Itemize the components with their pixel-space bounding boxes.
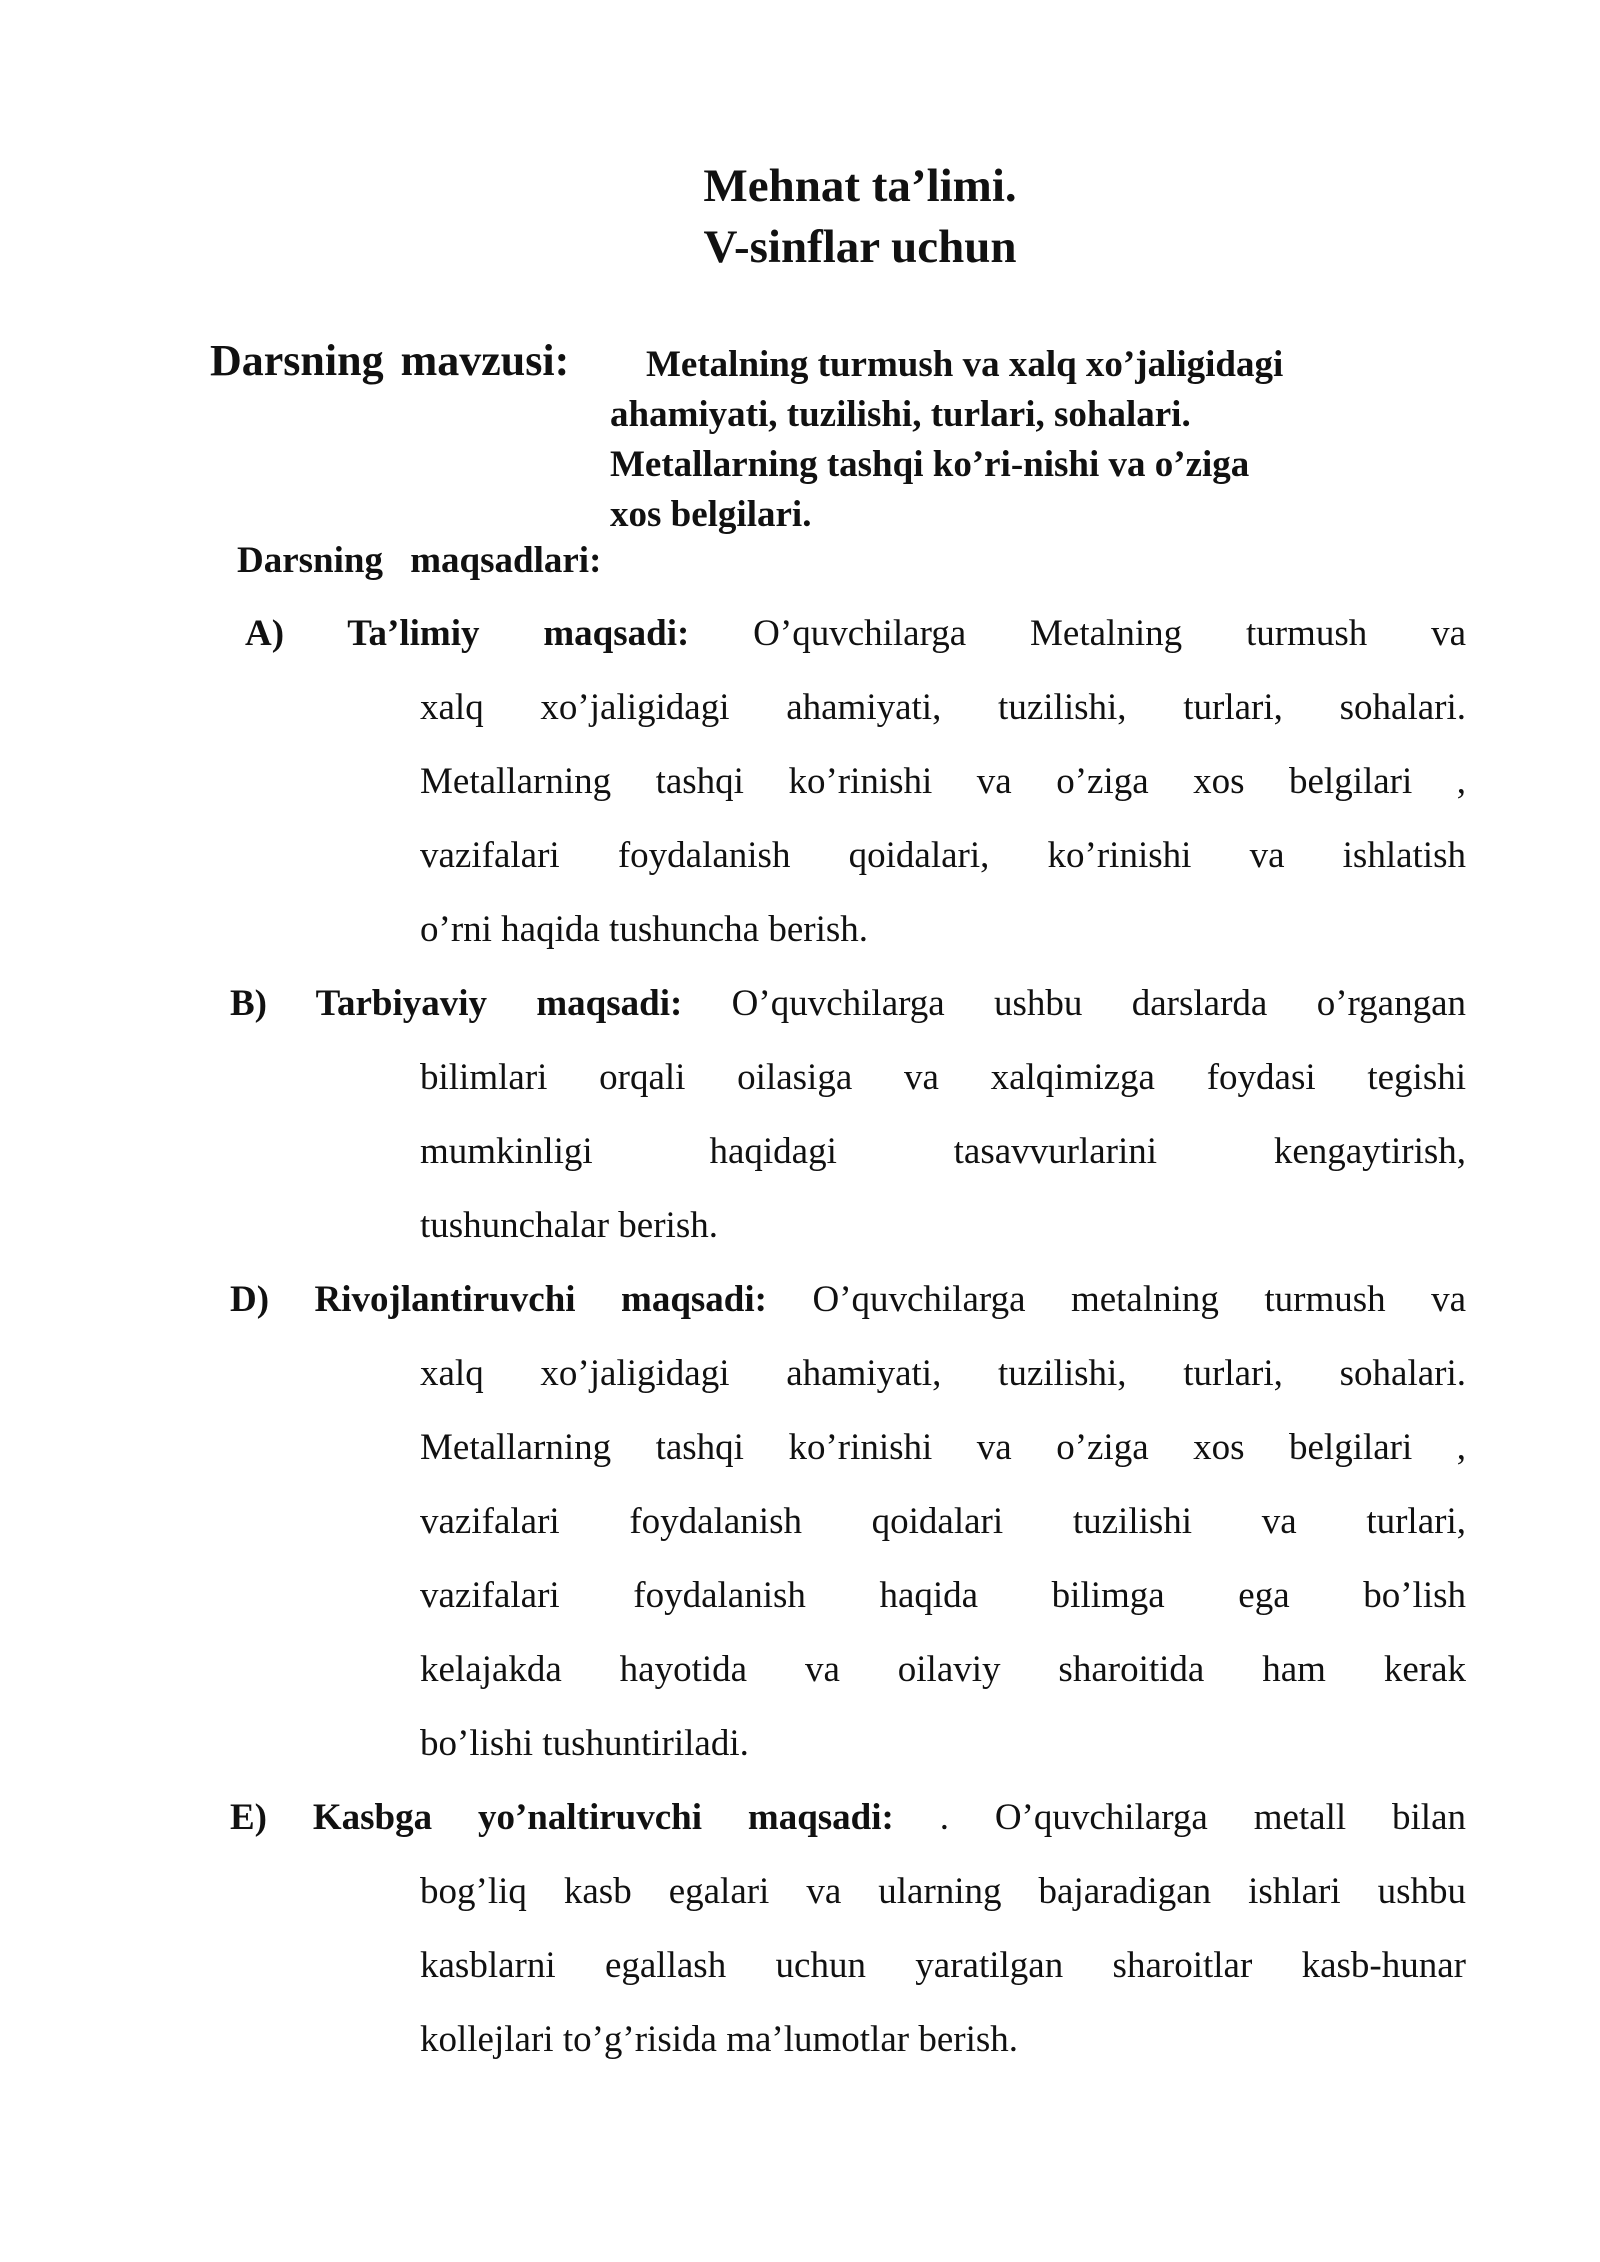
goal-a-label: A) Ta’limiy maqsadi: — [245, 613, 690, 654]
topic-line: Metalning turmush va xalq xo’jaligidagi — [646, 344, 1284, 385]
goal-d-line: vazifalari foydalanish qoidalari tuzilishi va turlari, — [420, 1501, 1466, 1542]
goal-d-first-text: O’quvchilarga metalning turmush va — [812, 1279, 1467, 1320]
goal-b-line: mumkinligi haqidagi tasavvurlarini kengaytirish, — [420, 1131, 1466, 1172]
topic-label: Darsning mavzusi: — [210, 336, 570, 385]
topic-line: Metallarning tashqi ko’ri-nishi va o’ziga — [610, 444, 1250, 485]
goal-a-first-line — [245, 608, 1466, 660]
goal-e-first-text: . O’quvchilarga metall bilan — [939, 1797, 1467, 1838]
goal-a-first-text: O’quvchilarga Metalning turmush va — [753, 613, 1466, 654]
goal-b-first-line — [230, 978, 1466, 1030]
goal-a-line: vazifalari foydalanish qoidalari, ko’rinishi va ishlatish — [420, 835, 1466, 876]
document-title: Mehnat ta’limi. — [703, 160, 1017, 212]
topic-line: xos belgilari. — [610, 494, 812, 535]
goals-heading: Darsning maqsadlari: — [237, 540, 602, 581]
goal-d-line: kelajakda hayotida va oilaviy sharoitida ham kerak — [420, 1649, 1466, 1690]
topic-line: ahamiyati, tuzilishi, turlari, sohalari. — [610, 394, 1191, 435]
goal-b-line: tushunchalar berish. — [420, 1205, 718, 1246]
goal-d-label: D) Rivojlantiruvchi maqsadi: — [230, 1279, 767, 1320]
goal-a-line: o’rni haqida tushuncha berish. — [420, 909, 868, 950]
goal-d-line: Metallarning tashqi ko’rinishi va o’ziga xos belgilari , — [420, 1427, 1466, 1468]
goal-e-first-line — [230, 1792, 1466, 1844]
goal-e-line: kasblarni egallash uchun yaratilgan sharoitlar kasb-hunar — [420, 1945, 1466, 1986]
goal-d-first-line — [230, 1274, 1466, 1326]
goal-e-label: E) Kasbga yo’naltiruvchi maqsadi: — [230, 1797, 894, 1838]
goal-a-line: xalq xo’jaligidagi ahamiyati, tuzilishi, turlari, sohalari. — [420, 687, 1466, 728]
goal-b-label: B) Tarbiyaviy maqsadi: — [230, 983, 683, 1024]
goal-e-line: kollejlari to’g’risida ma’lumotlar berish. — [420, 2019, 1018, 2060]
document-subtitle: V-sinflar uchun — [703, 221, 1017, 273]
goal-d-line: xalq xo’jaligidagi ahamiyati, tuzilishi, turlari, sohalari. — [420, 1353, 1466, 1394]
goal-b-line: bilimlari orqali oilasiga va xalqimizga foydasi tegishi — [420, 1057, 1466, 1098]
goal-a-line: Metallarning tashqi ko’rinishi va o’ziga xos belgilari , — [420, 761, 1466, 802]
goal-d-line: vazifalari foydalanish haqida bilimga ega bo’lish — [420, 1575, 1466, 1616]
goal-e-line: bog’liq kasb egalari va ularning bajaradigan ishlari ushbu — [420, 1871, 1466, 1912]
goal-b-first-text: O’quvchilarga ushbu darslarda o’rgangan — [731, 983, 1467, 1024]
goal-d-line: bo’lishi tushuntiriladi. — [420, 1723, 749, 1764]
